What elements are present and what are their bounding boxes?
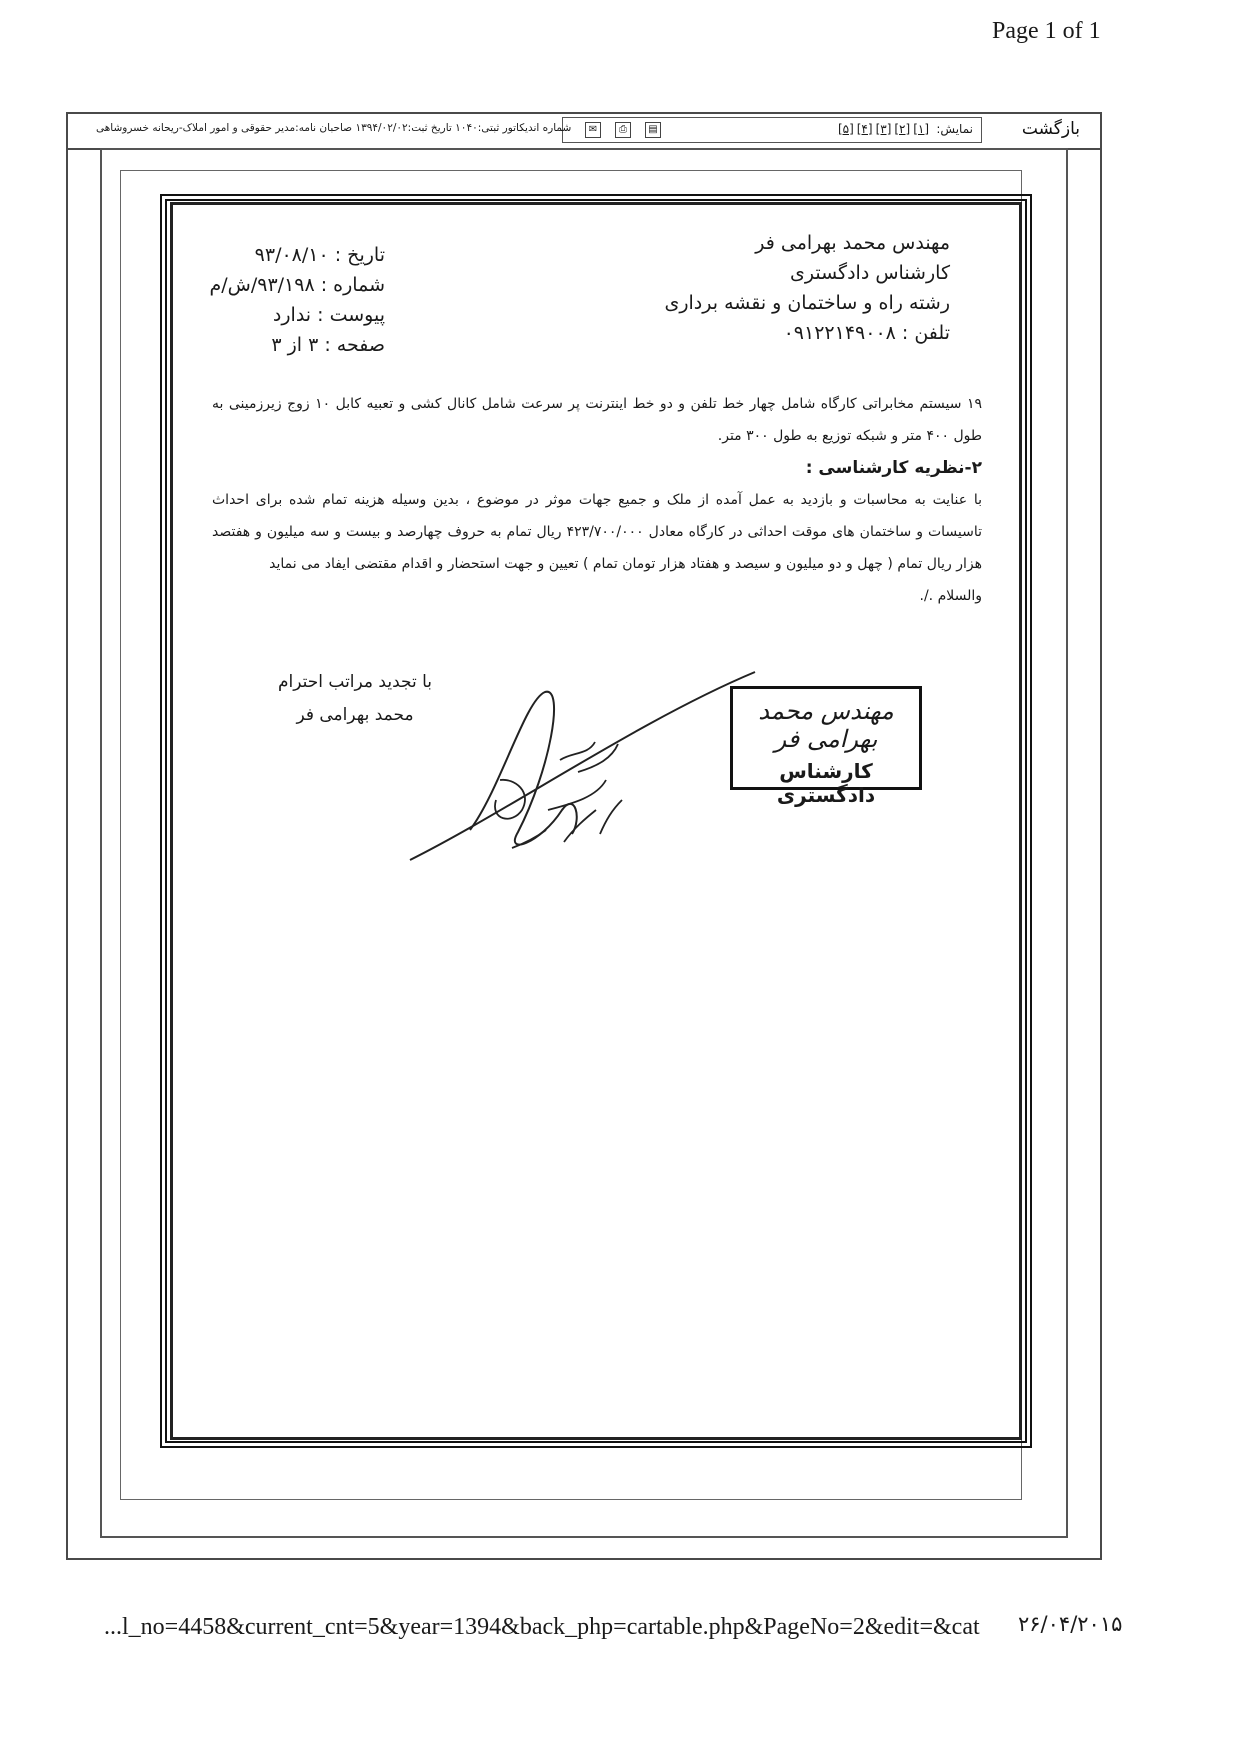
opinion-paragraph: با عنایت به محاسبات و بازدید به عمل آمده از ملک و جمیع جهات موثر در موضوع ، بدین وسیله هزینه تمام شده برای احداث تاسیسات و ساختمان های موقت احداثی در کارگاه معادل ۴۲۳/۷۰۰/۰۰۰ ریال تمام به حروف چهارصد و بیست و سه میلیون و هفتصد هزار ریال تمام ( چهل و دو میلیون و سیصد و هفتاد هزار تومان تمام ) تعیین و جهت استحضار و اقدام مقتضی ایفاد می نماید bbox=[212, 492, 982, 572]
page-link-2[interactable]: [۲] bbox=[894, 122, 911, 136]
page-link-4[interactable]: [۴] bbox=[856, 122, 873, 136]
stamp-line-1: مهندس محمد بهرامی فر bbox=[758, 697, 894, 753]
signature-image bbox=[400, 660, 760, 870]
letter-meta-block bbox=[125, 240, 385, 360]
official-stamp bbox=[730, 686, 922, 807]
letter-meta-line: شماره اندیکاتور ثبتی:۱۰۴۰ تاریخ ثبت:۱۳۹۴/۰۲/۰۲ صاحبان نامه:مدیر حقوقی و امور املاک-ریحانه خسروشاهی bbox=[96, 122, 572, 134]
print-url: ...l_no=4458&current_cnt=5&year=1394&back_php=cartable.php&PageNo=2&edit=&cat bbox=[104, 1614, 980, 1640]
salutation: والسلام ./. bbox=[919, 588, 982, 604]
section-heading: ۲-نظریه کارشناسی : bbox=[805, 458, 982, 478]
item-19-paragraph: ۱۹ سیستم مخابراتی کارگاه شامل چهار خط تلفن و دو خط اینترنت پر سرعت شامل کانال کشی و تعبیه کابل ۱۰ زوج زیرزمینی به طول ۴۰۰ متر و شبکه توزیع به طول ۳۰۰ متر. bbox=[212, 396, 983, 444]
page-link-3[interactable]: [۳] bbox=[875, 122, 892, 136]
letter-body bbox=[212, 388, 982, 612]
sender-title: کارشناس دادگستری bbox=[790, 262, 950, 284]
letter-number: شماره : ۹۳/۱۹۸/ش/م bbox=[209, 274, 385, 296]
letter-attachment: پیوست : ندارد bbox=[272, 304, 385, 326]
sender-name: مهندس محمد بهرامی فر bbox=[755, 232, 950, 254]
sender-block bbox=[550, 228, 950, 348]
page-link-5[interactable]: [۵] bbox=[837, 122, 854, 136]
back-button[interactable]: بازگشت bbox=[1016, 118, 1086, 140]
signer-name: محمد بهرامی فر bbox=[296, 705, 414, 725]
print-date: ۲۶/۰۴/۲۰۱۵ bbox=[1018, 1612, 1123, 1636]
page-link-list bbox=[838, 122, 929, 136]
sender-field: رشته راه و ساختمان و نقشه برداری bbox=[664, 292, 950, 314]
closing-line: با تجدید مراتب احترام bbox=[277, 672, 433, 692]
attachment-icon[interactable]: ✉ bbox=[585, 122, 601, 138]
letter-page: صفحه : ۳ از ۳ bbox=[271, 334, 385, 356]
page-indicator: Page 1 of 1 bbox=[992, 18, 1101, 44]
letter-date: تاریخ : ۹۳/۰۸/۱۰ bbox=[254, 244, 385, 266]
document-icon[interactable]: ▤ bbox=[645, 122, 661, 138]
view-label: نمایش: bbox=[936, 122, 973, 136]
print-icon[interactable]: ⎙ bbox=[615, 122, 631, 138]
page-link-1[interactable]: [۱] bbox=[913, 122, 929, 136]
sender-phone: تلفن : ۰۹۱۲۲۱۴۹۰۰۸ bbox=[783, 322, 950, 344]
stamp-line-2: کارشناس دادگستری bbox=[776, 759, 876, 807]
